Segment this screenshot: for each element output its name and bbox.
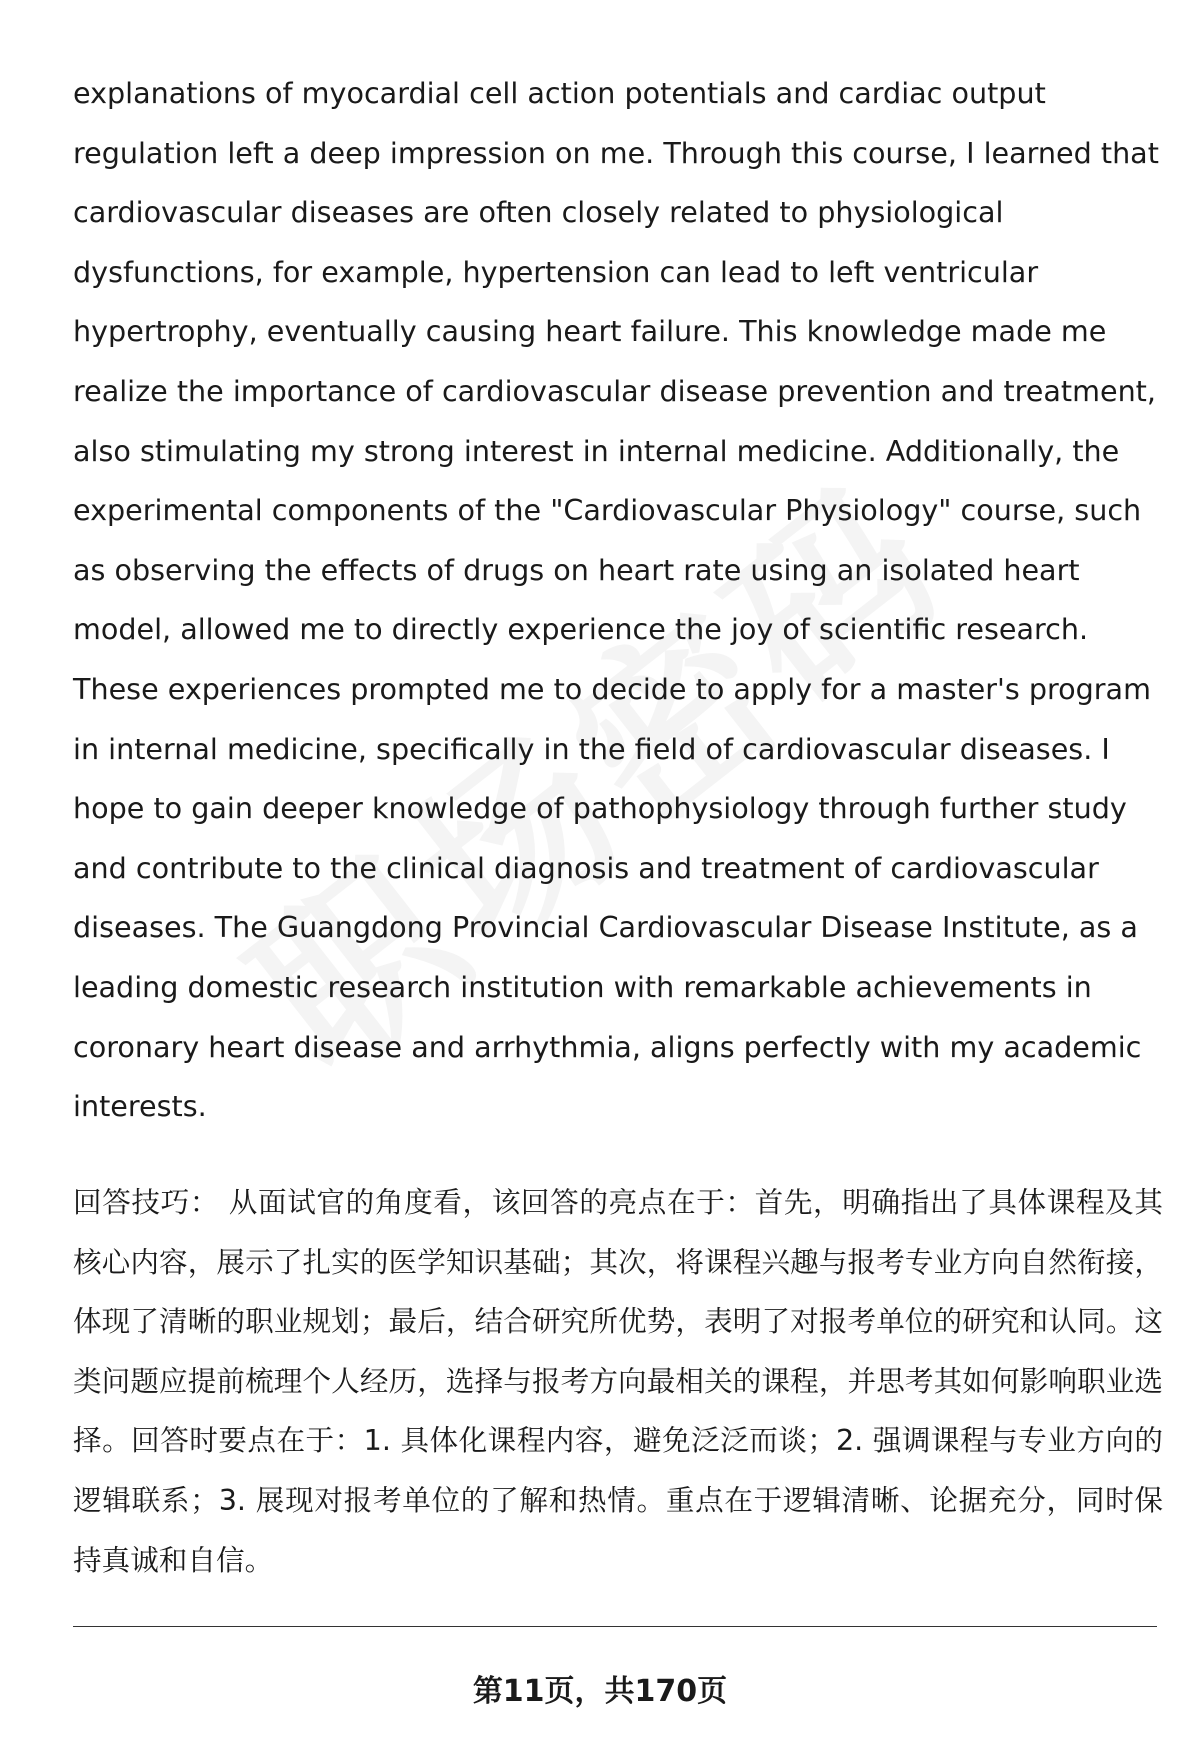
tips-label: 回答技巧： — [73, 1185, 220, 1219]
answer-paragraph: explanations of myocardial cell action potentials and cardiac output regulation left a deep impression on me. Through this course, I learned that cardiovascular diseases are often closely related to physiological dysfunctions, for example, hypertension can lead to left ventricular hypertrophy, eventually causing heart failure. This knowledge made me realize the importance of cardiovascular disease prevention and treatment, also stimulating my strong interest in internal medicine. Additionally, the experimental components of the "Cardiovascular Physiology" course, such as observing the effects of drugs on heart rate using an isolated heart model, allowed me to directly experience the joy of scientific research. These experiences prompted me to decide to apply for a master's program in internal medicine, specifically in the field of cardiovascular diseases. I hope to gain deeper knowledge of pathophysiology through further study and contribute to the clinical diagnosis and treatment of cardiovascular diseases. The Guangdong Provincial Cardiovascular Disease Institute, as a leading domestic research institution with remarkable achievements in coronary heart disease and arrhythmia, aligns perfectly with my academic interests. — [73, 76, 1159, 1124]
answer-tips-paragraph — [73, 1173, 1163, 1590]
page-number: 第11页，共170页 — [472, 1674, 728, 1709]
tips-text: 从面试官的角度看，该回答的亮点在于：首先，明确指出了具体课程及其核心内容，展示了扎实的医学知识基础；其次，将课程兴趣与报考专业方向自然衔接，体现了清晰的职业规划；最后，结合研究所优势，表明了对报考单位的研究和认同。这类问题应提前梳理个人经历，选择与报考方向最相关的课程，并思考其如何影响职业选择。回答时要点在于：1. 具体化课程内容，避免泛泛而谈；2. 强调课程与专业方向的逻辑联系；3. 展现对报考单位的了解和热情。重点在于逻辑清晰、论据充分，同时保持真诚和自信。 — [73, 1185, 1163, 1577]
footer-divider — [73, 1626, 1157, 1627]
